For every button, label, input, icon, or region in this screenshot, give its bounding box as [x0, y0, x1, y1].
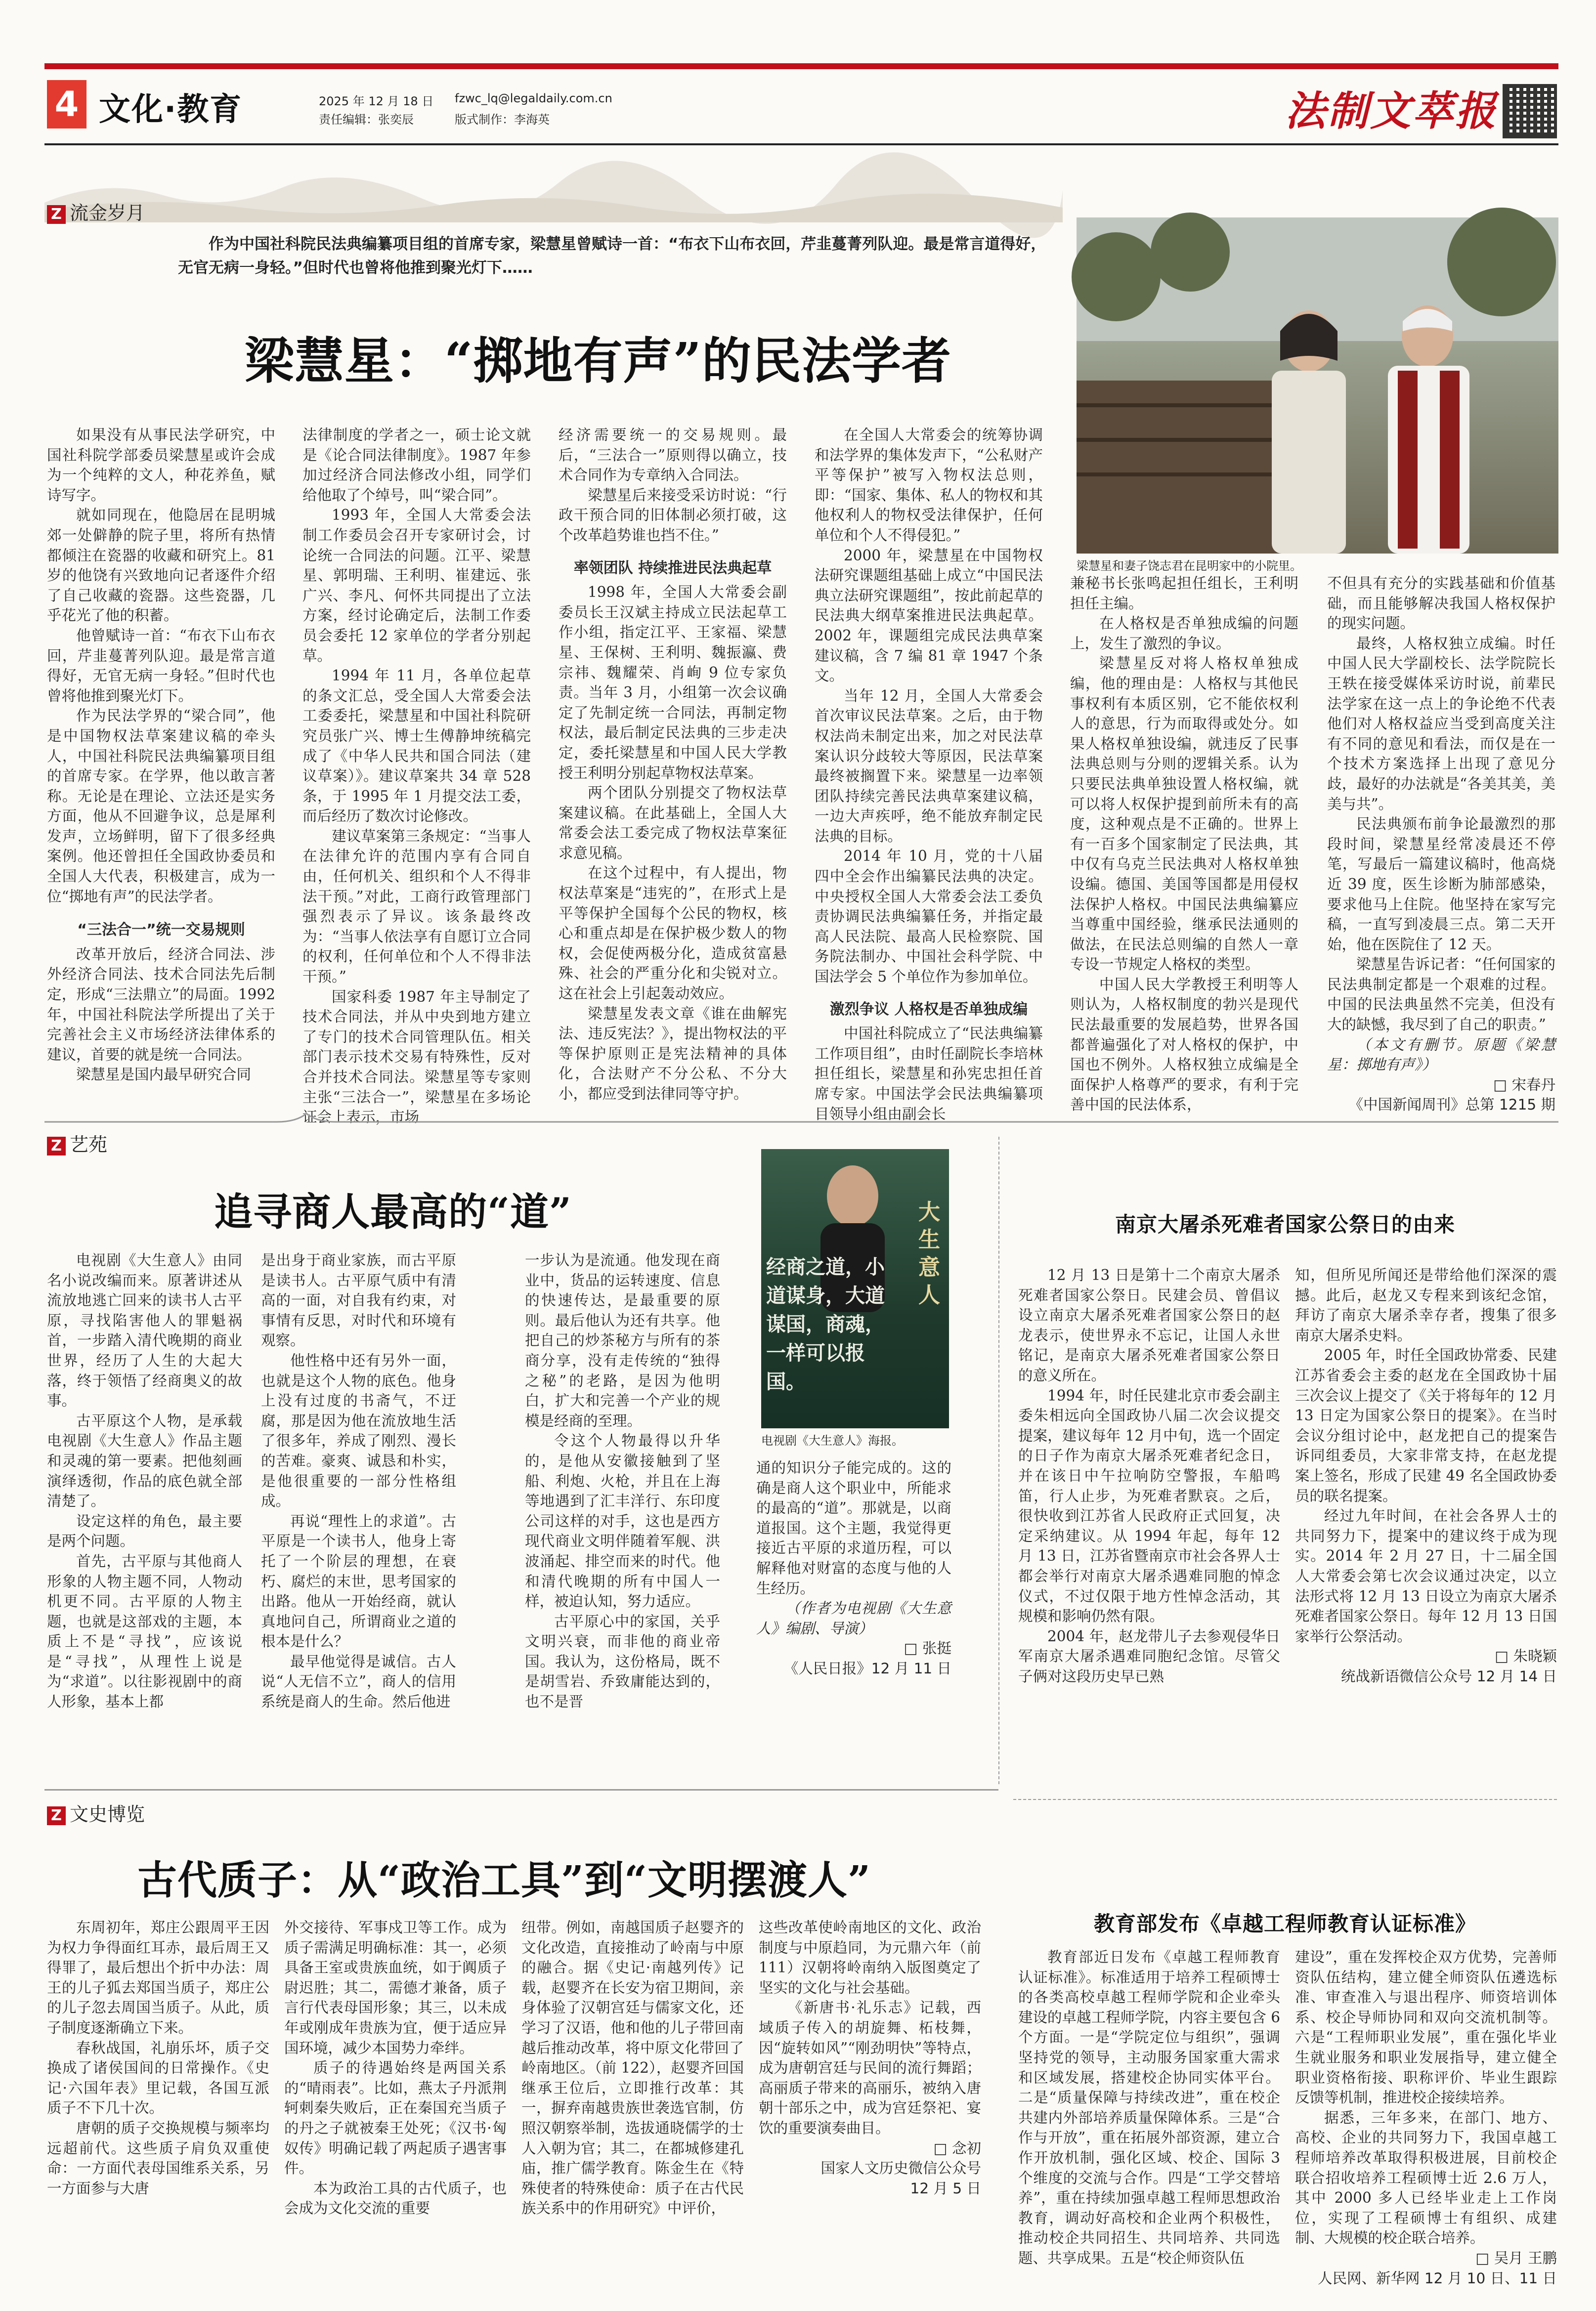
- paragraph: 古平原心中的家国，关乎文明兴衰，而非他的商业帝国。我认为，这份格局，既不是胡雪岩、乔致庸能达到的，也不是晋: [525, 1613, 720, 1711]
- paragraph: 建议草案第三条规定：“当事人在法律允许的范围内享有合同自由，任何机关、组织和个人不得非法干预。”对此，工商行政管理部门强烈表示了异议。该条最终改为：“当事人依法享有自愿订立合同的权利，任何单位和个人不得非法干预。”: [302, 827, 531, 985]
- column-z-icon: Z: [47, 205, 66, 224]
- section-title: 文化·教育: [99, 91, 243, 128]
- paragraph: 本为政治工具的古代质子，也会成为文化交流的重要: [284, 2180, 507, 2217]
- paragraph: 梁慧星告诉记者：“任何国家的民法典制定都是一个艰难的过程。中国的民法典虽然不完美，但没有大的缺憾，我尽到了自己的职责。”: [1327, 956, 1555, 1033]
- article4-column-3: [521, 1918, 744, 2293]
- byline: □ 宋春丹: [1493, 1076, 1555, 1093]
- article4-column-1: [47, 1918, 269, 2293]
- dashed-divider-vertical: [998, 1137, 999, 1784]
- article1-headline: 梁慧星：“掷地有声”的民法学者: [244, 332, 952, 390]
- column-tag-liujin: [47, 198, 145, 225]
- paragraph: 春秋战国，礼崩乐坏，质子交换成了诸侯国间的日常操作。《史记·六国年表》里记载，各国互派质子不下几十次。: [47, 2039, 269, 2117]
- article3-headline: 南京大屠杀死难者国家公祭日的由来: [1115, 1212, 1455, 1237]
- paragraph: 电视剧《大生意人》由同名小说改编而来。原著讲述从流放地逃亡回来的读书人古平原，寻找陷害他人的罪魁祸首，一步踏入清代晚期的商业世界，经历了人生的大起大落，终于领悟了经商奥义的故事。: [47, 1252, 242, 1410]
- article1-column-3: [559, 425, 787, 1107]
- paragraph: 首先，古平原与其他商人形象的人物主题不同，人物动机更不同。古平原的人物主题，也就是这部戏的主题，本质上不是“寻找”，应该说是“寻找”，从理性上说是为“求道”。以往影视剧中的商人形象，基本上都: [47, 1552, 242, 1711]
- paragraph: 最早他觉得是诚信。古人说“人无信不立”，商人的信用系统是商人的生命。然后他进: [261, 1653, 456, 1711]
- paragraph: 唐朝的质子交换规模与频率均远超前代。这些质子肩负双重使命：一方面代表母国维系关系，另一方面参与大唐: [47, 2119, 269, 2197]
- paragraph: 教育部近日发布《卓越工程师教育认证标准》。标准适用于培养工程硕博士的各类高校卓越工程师学院和企业牵头建设的卓越工程师学院，内容主要包含 6 个方面。一是“学院定位与组织”，强调坚持党的领导，主动服务国家重大需求和区域发展，搭建校企协同实体平台。二是“质量保障与持续改进”，重在校企共建内外部培养质量保障体系。三是“合作与开放”，重在拓展外部资源，建立合作开放机制，强化区域、校企、国际 3 个维度的交流与合作。四是“工学交替培养”，重在持续加强卓越工程师思想政治教育，调动好高校和企业两个积极性，推动校企共同招生、共同培养、共同选题、共享成果。五是“校企师资队伍: [1018, 1949, 1280, 2267]
- column-label: 文史博览: [70, 1803, 145, 1825]
- paragraph: 在全国人大常委会的统筹协调和法学界的集体发声下，“公私财产平等保护”被写入物权法总则，即：“国家、集体、私人的物权和其他权利人的物权受法律保护，任何单位和个人不得侵犯。”: [815, 427, 1043, 544]
- masthead-logo: 法制文萃报: [1285, 87, 1498, 135]
- column-z-icon: Z: [47, 1806, 66, 1825]
- header-designer: 版式制作：李海英: [455, 113, 550, 127]
- article2-column-1: [47, 1250, 242, 1764]
- paragraph: 2000 年，梁慧星在中国物权法研究课题组基础上成立“中国民法典立法研究课题组”，按此前起草的民法典大纲草案推进民法典起草。2002 年，课题组完成民法典草案建议稿，含 7 编 81 章 1947 个条文。: [815, 547, 1043, 685]
- article1-photo: [1077, 217, 1558, 554]
- source: 国家人文历史微信公众号: [820, 2160, 981, 2177]
- article2-headline: 追寻商人最高的“道”: [214, 1190, 572, 1235]
- paragraph: 东周初年，郑庄公跟周平王因为权力争得面红耳赤，最后周王又得罪了，最后想出个折中办法：周王的儿子狐去郑国当质子，郑庄公的儿子忽去周国当质子。从此，质子制度逐渐确立下来。: [47, 1919, 269, 2036]
- article2-column-3: [525, 1250, 720, 1764]
- article1-lead: 作为中国社科院民法典编纂项目组的首席专家，梁慧星曾赋诗一首：“布衣下山布衣回，芹韭蔓菁列队迎。最是常言道得好，无官无病一身轻。”但时代也曾将他推到聚光灯下……: [178, 235, 1046, 277]
- page-number: 4: [47, 80, 86, 128]
- subheading: 率领团队 持续推进民法典起草: [573, 559, 772, 577]
- article1-column-2: [302, 425, 531, 1126]
- author-note: （作者为电视剧《大生意人》编剧、导演）: [756, 1600, 951, 1637]
- paragraph: 设定这样的角色，最主要是两个问题。: [47, 1512, 242, 1550]
- article5-column-1: [1018, 1947, 1280, 2293]
- paragraph: 作为民法学界的“梁合同”，他是中国物权法草案建议稿的牵头人，中国社科院民法典编纂项目组的首席专家。在学界，他以敢言著称。无论是在理论、立法还是实务方面，他从不回避争议，总是犀利发声，立场鲜明，留下了很多经典案例。他还曾担任全国政协委员和全国人大代表，积极建言，成为一位“掷地有声”的民法学者。: [47, 707, 275, 905]
- paragraph: 是出身于商业家族，而古平原是读书人。古平原气质中有清高的一面，对自我有约束，对事情有反思，对时代和环境有观察。: [261, 1252, 456, 1349]
- paragraph: 在人格权是否单独成编的问题上，发生了激烈的争议。: [1070, 615, 1298, 652]
- subheading: 激烈争议 人格权是否单独成编: [829, 1000, 1028, 1018]
- paragraph: 知，但所见所闻还是带给他们深深的震撼。此后，赵龙又专程来到该纪念馆，拜访了南京大屠杀幸存者，搜集了很多南京大屠杀史料。: [1295, 1267, 1557, 1344]
- paragraph: 2014 年 10 月，党的十八届四中全会作出编纂民法典的决定。中央授权全国人大常委会法工委负责协调民法典编纂任务，并指定最高人民法院、最高人民检察院、国务院法制办、中国社会科学院、中国法学会 5 个单位作为参加单位。: [815, 848, 1043, 985]
- paragraph: 这些改革使岭南地区的文化、政治制度与中原趋同，为元鼎六年（前 111）汉朝将岭南纳入版图奠定了坚实的文化与社会基础。: [759, 1919, 981, 1996]
- source-date: 12 月 5 日: [910, 2180, 981, 2197]
- paragraph: 两个团队分别提交了物权法草案建议稿。在此基础上，全国人大常委会法工委完成了物权法草案征求意见稿。: [559, 784, 787, 861]
- paragraph: 质子的待遇始终是两国关系的“晴雨表”。比如，燕太子丹派荆轲刺秦失败后，正在秦国充当质子的丹之子就被秦王处死；《汉书·匈奴传》明确记载了两起质子遇害事件。: [284, 2059, 507, 2177]
- paragraph: 1994 年，时任民建北京市委会副主委朱相远向全国政协八届二次会议提交提案，建议每年 12 月中旬，选一个固定的日子作为南京大屠杀死难者纪念日，并在该日中午拉响防空警报，车船鸣笛，行人止步，为死难者默哀。之后，很快收到江苏省人民政府正式回复，决定采纳建议。从 1994 年起，每年 12 月 13 日，江苏省暨南京市社会各界人士都会举行对南京大屠杀遇难同胞的悼念仪式，不过仅限于地方性悼念活动，其规模和影响仍然有限。: [1018, 1387, 1280, 1625]
- paragraph: 他性格中还有另外一面，也就是这个人物的底色。他身上没有过度的书斋气，不迂腐，那是因为他在流放地生活了很多年，养成了刚烈、漫长的苦难。豪爽、诚恳和朴实，是他很重要的一部分性格组成。: [261, 1352, 456, 1510]
- paragraph: 兼秘书长张鸣起担任组长，王利明担任主编。: [1070, 575, 1298, 612]
- paragraph: 当年 12 月，全国人大常委会首次审议民法草案。之后，由于物权法尚未制定出来，加之对民法草案认识分歧较大等原因，民法草案最终被搁置下来。梁慧星一边率领团队持续完善民法典草案建议稿，一边大声疾呼，绝不能放弃制定民法典的目标。: [815, 687, 1043, 845]
- paragraph: 《新唐书·礼乐志》记载，西域质子传入的胡旋舞、柘枝舞，因“旋转如风”“刚劲明快”等特点，成为唐朝宫廷与民间的流行舞蹈；高丽质子带来的高丽乐，被纳入唐朝十部乐之中，成为宫廷祭祀、宴饮的重要演奏曲目。: [759, 1999, 981, 2137]
- paragraph: 据悉，三年多来，在部门、地方、高校、企业的共同努力下，我国卓越工程师培养改革取得积极进展，目前校企联合招收培养工程硕博士近 2.6 万人，其中 2000 多人已经毕业走上工作岗位，实现了工程硕博士有组织、成建制、大规模的校企联合培养。: [1295, 2109, 1557, 2247]
- source: 统战新语微信公众号 12 月 14 日: [1340, 1668, 1557, 1685]
- poster-caption: 电视剧《大生意人》海报。: [761, 1434, 904, 1448]
- paragraph: 改革开放后，经济合同法、涉外经济合同法、技术合同法先后制定，形成“三法鼎立”的局面。1992 年，中国社科院法学所提出了关于完善社会主义市场经济法律体系的建议，首要的就是统一合同法。: [47, 945, 275, 1063]
- paragraph: 梁慧星反对将人格权单独成编，他的理由是：人格权与其他民事权利有本质区别，它不能依权利人的意思，行为而取得或处分。如果人格权单独设编，就违反了民事法典总则与分则的逻辑关系。认为只要民法典单独设置人格权编，就可以将人权保护提到前所未有的高度，这种观点是不正确的。世界上有一百多个国家制定了民法典，其中仅有乌克兰民法典对人格权单独设编。德国、美国等国都是用侵权法保护人格权。中国民法典编纂应当尊重中国经验，继承民法通则的做法，在民法总则编的自然人一章专设一节规定人格权的类型。: [1070, 655, 1298, 973]
- paragraph: 再说“理性上的求道”。古平原是一个读书人，他身上寄托了一个阶层的理想，在衰朽、腐烂的末世，思考国家的出路。他从一开始经商，就认真地问自己，所谓商业之道的根本是什么？: [261, 1512, 456, 1650]
- paragraph: 梁慧星是国内最早研究合同: [76, 1066, 252, 1083]
- editor-note: （本文有删节。原题《梁慧星：掷地有声》）: [1327, 1036, 1555, 1073]
- source: 人民网、新华网 12 月 10 日、11 日: [1318, 2269, 1557, 2287]
- column-tag-wenshi: [47, 1799, 145, 1826]
- source: 《人民日报》12 月 11 日: [783, 1660, 951, 1677]
- paragraph: 经济需要统一的交易规则。最后，“三法合一”原则得以确立，技术合同作为专章纳入合同法。: [559, 427, 787, 484]
- paragraph: 最终，人格权独立成编。时任中国人民大学副校长、法学院院长王轶在接受媒体采访时说，前辈民法学家在这一点上的争论绝不代表他们对人格权益应当受到高度关注有不同的意见和看法，而仅是在一个技术方案选择上出现了意见分歧，最好的办法就是“各美其美，美美与共”。: [1327, 635, 1555, 813]
- qr-code-icon: [1503, 84, 1557, 138]
- byline: □ 念初: [933, 2140, 981, 2157]
- header-bottom-rule: [44, 143, 1558, 145]
- paragraph: 梁慧星后来接受采访时说：“行政干预合同的旧体制必须打破，这个改革趋势谁也挡不住。”: [559, 486, 787, 544]
- paragraph: 一步认为是流通。他发现在商业中，货品的运转速度、信息的快速传达，是最重要的原则。最后他认为还有共享。他把自己的炒茶秘方与所有的茶商分享，没有走传统的“独得之秘”的老路，是因为他明白，扩大和完善一个产业的规模是经商的至理。: [525, 1252, 720, 1429]
- paragraph: 2004 年，赵龙带儿子去参观侵华日军南京大屠杀遇难同胞纪念馆。尽管父子俩对这段历史早已熟: [1018, 1627, 1280, 1685]
- paragraph: 外交接待、军事戍卫等工作。成为质子需满足明确标准：其一，必须具备王室或贵族血统，如于阗质子尉迟胜；其二，需德才兼备，质子言行代表母国形象；其三，以未成年或刚成年贵族为宜，便于适应异国环境，减少本国势力牵绊。: [284, 1919, 507, 2056]
- header-date: 2025 年 12 月 18 日: [319, 94, 434, 108]
- paragraph: 他曾赋诗一首：“布衣下山布衣回，芹韭蔓菁列队迎。最是常言道得好，无官无病一身轻。”但时代也曾将他推到聚光灯下。: [47, 627, 275, 704]
- tv-poster: [761, 1149, 949, 1428]
- paragraph: 建设”，重在发挥校企双方优势，完善师资队伍结构，建立健全师资队伍遴选标准、审查准入与退出程序、师资培训体系、校企导师协同和双向交流机制等。六是“工程师职业发展”，重在强化毕业生就业服务和职业发展指导，建立健全职业资格衔接、职称评价、毕业生跟踪反馈等机制，推进校企接续培养。: [1295, 1949, 1557, 2106]
- paragraph: 中国人民大学教授王利明等人则认为，人格权制度的勃兴是现代民法最重要的发展趋势，世界各国都普遍强化了对人格权的保护，中国也不例外。人格权独立成编是全面保护人格尊严的要求，有利于完善中国的民法体系，: [1070, 976, 1298, 1113]
- paragraph: 12 月 13 日是第十二个南京大屠杀死难者国家公祭日。民建会员、曾倡议设立南京大屠杀死难者国家公祭日的赵龙表示，使世界永不忘记，让国人永世铭记，是南京大屠杀死难者国家公祭日的意义所在。: [1018, 1267, 1280, 1384]
- paragraph: 1993 年，全国人大常委会法制工作委员会召开专家研讨会，讨论统一合同法的问题。江平、梁慧星、郭明瑞、王利明、崔建远、张广兴、李凡、何怀共同提出了立法方案，经讨论确定后，法制工作委员会委托 12 家单位的学者分别起草。: [302, 507, 531, 664]
- article3-column-1: [1018, 1265, 1280, 1779]
- paragraph: 梁慧星发表文章《谁在曲解宪法、违反宪法？》，提出物权法的平等保护原则正是宪法精神的具体化，合法财产不分公私、不分大小，都应受到法律同等守护。: [559, 1005, 787, 1102]
- paragraph: 令这个人物最得以升华的，是他从安徽接触到了坚船、利炮、火枪，并且在上海等地遇到了汇丰洋行、东印度公司这样的对手，这也是西方现代商业文明伴随着军舰、洪波涌起、排空而来的时代。他和清代晚期的所有中国人一样，被迫认知，努力适应。: [525, 1432, 720, 1610]
- dashed-divider-horizontal: [1013, 1799, 1557, 1800]
- subheading: “三法合一”统一交易规则: [77, 921, 245, 939]
- paragraph: 1994 年 11 月，各单位起草的条文汇总，受全国人大常委会法工委委托，梁慧星和中国社科院研究员张广兴、博士生傅静坤统稿完成了《中华人民共和国合同法（建议草案）》。建议草案共 34 章 528 条，于 1995 年 1 月提交法工委，而后经历了数次讨论修改。: [302, 667, 531, 825]
- byline: □ 张挺: [904, 1640, 951, 1657]
- poster-side-title: 大生意人: [918, 1199, 940, 1308]
- section-rule: [44, 1789, 998, 1791]
- article5-headline: 教育部发布《卓越工程师教育认证标准》: [1093, 1912, 1476, 1936]
- paragraph: 就如同现在，他隐居在昆明城郊一处僻静的院子里，将所有热情都倾注在瓷器的收藏和研究上。81 岁的他饶有兴致地向记者逐件介绍了自己收藏的瓷器。这些瓷器，几乎花光了他的积蓄。: [47, 507, 275, 624]
- poster-slogan: 经商之道，小道谋身，大道谋国，商魂，一样可以报国。: [766, 1256, 885, 1393]
- article1-column-5: [1070, 573, 1298, 1113]
- section-divider: [44, 1111, 1558, 1131]
- paragraph: 1998 年，全国人大常委会副委员长王汉斌主持成立民法起草工作小组，指定江平、王家福、梁慧星、王保树、王利明、魏振瀛、费宗祎、魏耀荣、肖峋 9 位专家负责。当年 3 月，小组第一次会议确定了先制定统一合同法，再制定物权法，最后制定民法典的三步走决定，委托梁慧星和中国人民大学教授王利明分别起草物权法草案。: [559, 584, 787, 781]
- header-top-rule: [44, 63, 1558, 69]
- paragraph: 如果没有从事民法学研究，中国社科院学部委员梁慧星或许会成为一个纯粹的文人，种花养鱼，赋诗写字。: [47, 427, 275, 504]
- paragraph: 2005 年，时任全国政协常委、民建江苏省委会主委的赵龙在全国政协十届三次会议上提交了《关于将每年的 12 月 13 日定为国家公祭日的提案》。在当时会议分组讨论中，赵龙把自己的提案告诉同组委员，大家非常支持，在赵龙提案上签名，形成了民建 49 名全国政协委员的联名提案。: [1295, 1347, 1557, 1504]
- article4-column-2: [284, 1918, 507, 2293]
- paragraph: 在这个过程中，有人提出，物权法草案是“违宪的”，在形式上是平等保护全国每个公民的物权，核心和重点却是在保护极少数人的物权，会促使两极分化，造成贫富悬殊、社会的严重分化和尖锐对立。这在社会上引起轰动效应。: [559, 864, 787, 1002]
- paragraph: 通的知识分子能完成的。这的确是商人这个职业中，所能求的最高的“道”。那就是，以商道报国。这个主题，我觉得更接近古平原的求道历程，可以解释他对财富的态度与他的人生经历。: [756, 1459, 951, 1597]
- column-tag-yiyuan: [47, 1129, 107, 1156]
- article4-headline: 古代质子：从“政治工具”到“文明摆渡人”: [137, 1857, 871, 1903]
- header-editor: 责任编辑：张奕辰: [319, 113, 414, 127]
- paragraph: 法律制度的学者之一，硕士论文就是《论合同法律制度》。1987 年参加过经济合同法修改小组，同学们给他取了个绰号，叫“梁合同”。: [302, 427, 531, 504]
- source: 《中国新闻周刊》总第 1215 期: [1348, 1096, 1555, 1113]
- column-label: 艺苑: [70, 1134, 108, 1156]
- byline: □ 吴月 王鹏: [1475, 2249, 1557, 2267]
- article4-column-4: [759, 1918, 981, 2293]
- article1-column-4: [815, 425, 1043, 1122]
- article1-column-6: [1327, 573, 1555, 1113]
- paragraph: 经过九年时间，在社会各界人士的共同努力下，提案中的建议终于成为现实。2014 年 2 月 27 日，十二届全国人大常委会第七次会议通过决定，以立法形式将 12 月 13 日设立为南京大屠杀死难者国家公祭日。每年 12 月 13 日国家举行公祭活动。: [1295, 1507, 1557, 1645]
- paragraph: 民法典颁布前争论最激烈的那段时间，梁慧星经常凌晨还不停笔，写最后一篇建议稿时，他高烧近 39 度，医生诊断为肺部感染，要求他马上住院。他坚持在家写完稿，一直写到凌晨三点。第二天开始，他在医院住了 12 天。: [1327, 815, 1555, 953]
- paragraph: 国家科委 1987 年主导制定了技术合同法，并从中央到地方建立了专门的技术合同管理队伍。相关部门表示技术交易有特殊性，反对合并技术合同法。梁慧星等专家则主张“三法合一”，梁慧星在多场论证会上表示，市场: [302, 988, 531, 1126]
- article3-column-2: [1295, 1265, 1557, 1779]
- article2-column-2: [261, 1250, 456, 1764]
- paragraph: 古平原这个人物，是承载电视剧《大生意人》作品主题和灵魂的第一要素。把他刻画演绎透彻，作品的底色就全部清楚了。: [47, 1412, 242, 1510]
- article5-column-2: [1295, 1947, 1557, 2293]
- mountain-banner: [44, 148, 1063, 222]
- article1-photo-caption: 梁慧星和妻子饶志君在昆明家中的小院里。: [1077, 559, 1302, 573]
- article1-column-1: [47, 425, 275, 1107]
- paragraph: 中国社科院成立了“民法典编纂工作项目组”，由时任副院长李培林担任组长，梁慧星和孙宪忠担任首席专家。中国法学会民法典编纂项目领导小组由副会长: [815, 1025, 1043, 1122]
- column-label: 流金岁月: [70, 202, 145, 224]
- article2-column-4: [756, 1458, 951, 1764]
- header-email: fzwc_lq@legaldaily.com.cn: [455, 91, 612, 105]
- byline: □ 朱晓颖: [1495, 1648, 1557, 1665]
- paragraph: 不但具有充分的实践基础和价值基础，而且能够解决我国人格权保护的现实问题。: [1327, 575, 1555, 632]
- column-z-icon: Z: [47, 1137, 66, 1156]
- paragraph: 纽带。例如，南越国质子赵婴齐的文化改造，直接推动了岭南与中原的融合。据《史记·南越列传》记载，赵婴齐在长安为宿卫期间，亲身体验了汉朝宫廷与儒家文化，还学习了汉语，他和他的儿子带回南越后推动改革，将中原文化带回了岭南地区。（前 122），赵婴齐回国继承王位后，立即推行改革：其一，摒弃南越贵族世袭选官制，仿照汉朝察举制，选拔通晓儒学的士人入朝为官；其二，在都城修建孔庙，推广儒学教育。陈金生在《特殊使者的特殊使命：质子在古代民族关系中的作用研究》中评价，: [521, 1919, 744, 2217]
